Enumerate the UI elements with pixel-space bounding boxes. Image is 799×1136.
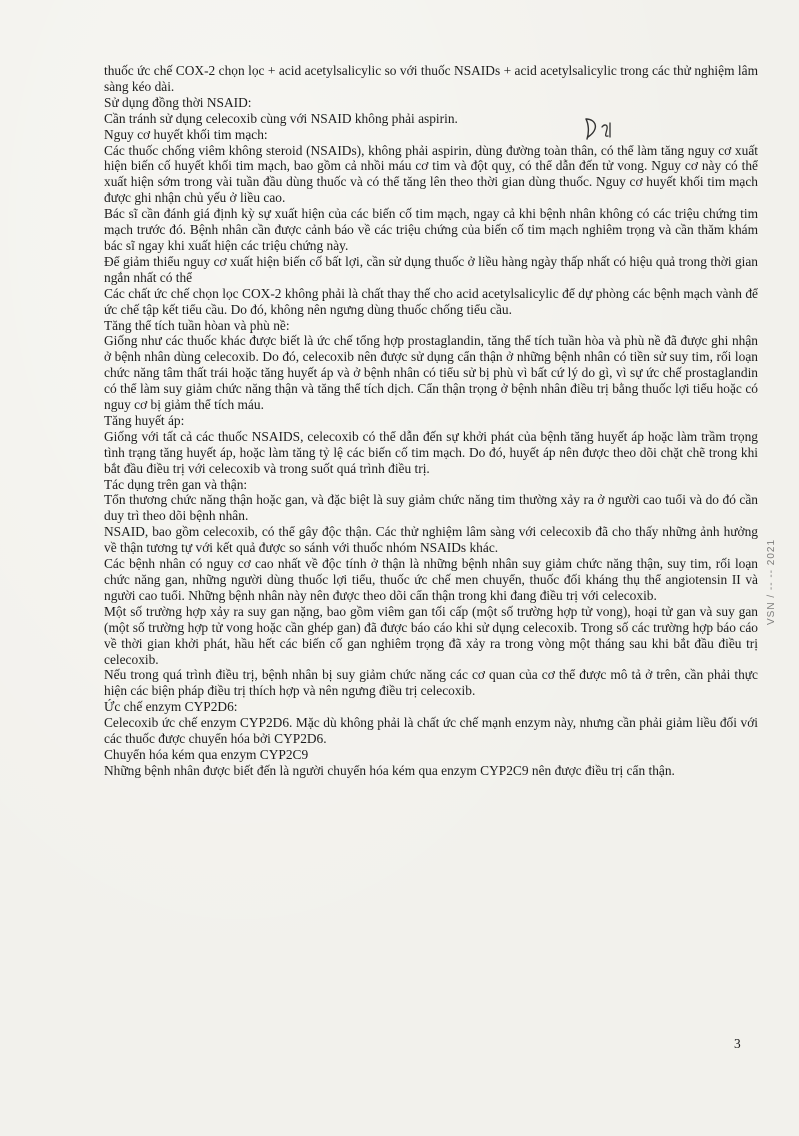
paragraph: Nếu trong quá trình điều trị, bệnh nhân bị suy giảm chức năng các cơ quan của cơ thể được mô tả ở trên, cần phải thực hiện các biện pháp điều trị thích hợp và nên ngưng điều trị celecoxib. <box>104 667 758 699</box>
paragraph: Bác sĩ cần đánh giá định kỳ sự xuất hiện của các biến cố tim mạch, ngay cả khi bệnh nhân không có các triệu chứng tim mạch trước đó. Bệnh nhân cần được cảnh báo về các triệu chứng của biến cố tim mạch nghiêm trọng và cần thăm khám bác sĩ ngay khi xuất hiện các triệu chứng này. <box>104 206 758 253</box>
paragraph: NSAID, bao gồm celecoxib, có thể gây độc thận. Các thử nghiệm lâm sàng với celecoxib đã cho thấy những ảnh hưởng về thận tương tự với kết quả được so sánh với thuốc nhóm NSAIDs khác. <box>104 524 758 556</box>
paragraph: Các chất ức chế chọn lọc COX-2 không phải là chất thay thế cho acid acetylsalicylic để dự phòng các bệnh mạch vành để ức chế tập kết tiểu cầu. Do đó, không nên ngưng dùng thuốc chống tiểu cầu. <box>104 285 758 317</box>
paragraph: Tổn thương chức năng thận hoặc gan, và đặc biệt là suy giảm chức năng tim thường xảy ra ở người cao tuổi và do đó cần duy trì theo dõi bệnh nhân. <box>104 492 758 524</box>
paragraph: Một số trường hợp xảy ra suy gan nặng, bao gồm viêm gan tối cấp (một số trường hợp tử vong), hoại tử gan và suy gan (một số trường hợp tử vong hoặc cần ghép gan) đã được báo cáo khi sử dụng celecoxib. Trong số các trường hợp báo cáo về thời gian khởi phát, hầu hết các biến cố gan nghiêm trọng đã xảy ra trong vòng một tháng sau khi bắt đầu điều trị celecoxib. <box>104 603 758 667</box>
section-heading: Sử dụng đồng thời NSAID: <box>104 94 252 110</box>
page-number: 3 <box>734 1036 741 1051</box>
paragraph: thuốc ức chế COX-2 chọn lọc + acid acetylsalicylic so với thuốc NSAIDs + acid acetylsalicylic trong các thử nghiệm lâm sàng kéo dài. <box>104 63 758 94</box>
paragraph: Giống với tất cả các thuốc NSAIDS, celecoxib có thể dẫn đến sự khởi phát của bệnh tăng huyết áp hoặc làm trầm trọng tình trạng tăng huyết áp, hoặc làm tăng tỷ lệ các biến cố tim mạch. Do đó, huyết áp nên được theo dõi chặt chẽ trong khi bắt đầu điều trị với celecoxib và trong suốt quá trình điều trị. <box>104 428 758 476</box>
document-body <box>104 63 758 779</box>
paragraph: Giống như các thuốc khác được biết là ức chế tổng hợp prostaglandin, tăng thể tích tuần hòa và phù nề đã được ghi nhận ở bệnh nhân dùng celecoxib. Do đó, celecoxib nên được sử dụng cẩn thận ở những bệnh nhân có tiền sử suy tim, rối loạn chức năng tâm thất trái hoặc tăng huyết áp và ở bệnh nhân có tiểu sử bị phù vì bất cứ lý do gì, vì sự ức chế prostaglandin có thể làm suy giảm chức năng thận và tăng thể tích dịch. Cẩn thận trọng ở bệnh nhân điều trị bằng thuốc lợi tiểu hoặc có nguy cơ bị giảm thể tích máu. <box>104 333 758 413</box>
section-heading: Nguy cơ huyết khối tim mạch: <box>104 126 268 142</box>
section-heading: Chuyển hóa kém qua enzym CYP2C9 <box>104 746 309 762</box>
paragraph: Celecoxib ức chế enzym CYP2D6. Mặc dù không phải là chất ức chế mạnh enzym này, nhưng cần phải giảm liều đối với các thuốc được chuyển hóa bởi CYP2D6. <box>104 715 758 747</box>
margin-stamp-note: VSN / -- -- 2021 <box>766 538 777 625</box>
section-heading: Tăng huyết áp: <box>104 412 185 428</box>
paragraph: Các thuốc chống viêm không steroid (NSAIDs), không phải aspirin, dùng đường toàn thân, có thể làm tăng nguy cơ xuất hiện biến cố huyết khối tim mạch, bao gồm cả nhồi máu cơ tim và đột quỵ, có thể dẫn đến tử vong. Nguy cơ này có thể xuất hiện sớm trong vài tuần đầu dùng thuốc và có thể tăng lên theo thời gian dùng thuốc. Nguy cơ huyết khối tim mạch được ghi nhận chủ yếu ở liều cao. <box>104 142 758 206</box>
section-heading: Tác dụng trên gan và thận: <box>104 476 248 492</box>
paragraph: Để giảm thiểu nguy cơ xuất hiện biến cố bất lợi, cần sử dụng thuốc ở liều hàng ngày thấp nhất có hiệu quả trong thời gian ngắn nhất có thể <box>104 253 758 285</box>
paragraph: Cần tránh sử dụng celecoxib cùng với NSAID không phải aspirin. <box>104 110 458 126</box>
paragraph: Các bệnh nhân có nguy cơ cao nhất về độc tính ở thận là những bệnh nhân suy giảm chức năng thận, suy tim, rối loạn chức năng gan, những người dùng thuốc lợi tiểu, thuốc ức chế men chuyển, thuốc đối kháng thụ thể angiotensin II và người cao tuổi. Những bệnh nhân này nên được theo dõi cẩn thận trong khi đang điều trị với celecoxib. <box>104 556 758 603</box>
section-heading: Ức chế enzym CYP2D6: <box>104 699 238 715</box>
handwritten-initials <box>580 115 620 143</box>
paragraph: Những bệnh nhân được biết đến là người chuyển hóa kém qua enzym CYP2C9 nên được điều trị cẩn thận. <box>104 762 675 778</box>
section-heading: Tăng thể tích tuần hòan và phù nề: <box>104 317 290 333</box>
